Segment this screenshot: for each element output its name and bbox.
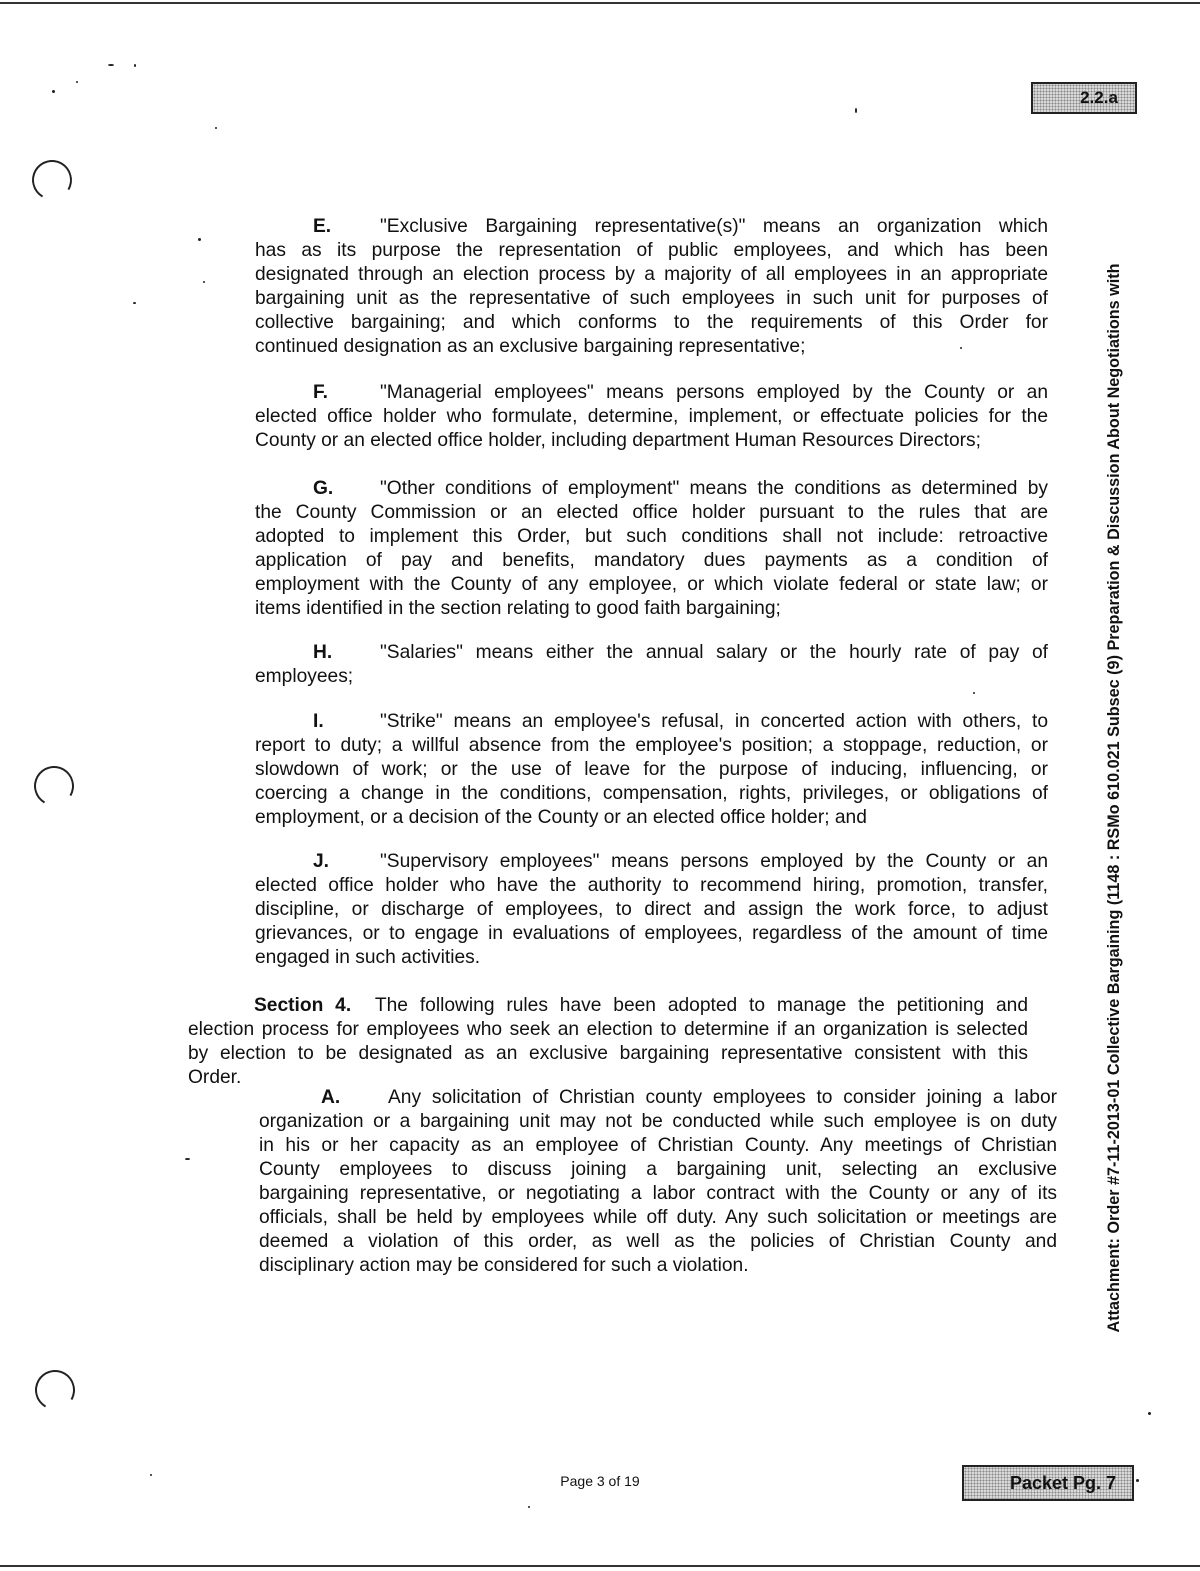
text-line: continued designation as an exclusive bargaining representative; — [255, 336, 806, 357]
scan-speck — [203, 281, 205, 283]
text-line: items identified in the section relating to good faith bargaining; — [255, 598, 781, 619]
text-line: I. "Strike" means an employee's refusal, in concerted action with others, to — [313, 711, 1048, 732]
text-line: bargaining unit as the representative of such employees in such unit for purposes of — [255, 288, 1048, 309]
definition-label: F. — [313, 382, 328, 403]
top-scan-edge — [0, 2, 1200, 4]
text-line: disciplinary action may be considered for such a violation. — [259, 1255, 749, 1276]
definition-label: E. — [313, 216, 332, 237]
scan-speck — [52, 90, 55, 93]
text-line: employees; — [255, 666, 354, 687]
text-line: H. "Salaries" means either the annual salary or the hourly rate of pay of — [313, 642, 1048, 663]
text-line: employment with the County of any employee, or which violate federal or state law; or — [255, 574, 1048, 595]
text-line: adopted to implement this Order, but such conditions shall not include: retroactive — [255, 526, 1048, 547]
text-line: bargaining representative, or negotiating a labor contract with the County or any of its — [259, 1183, 1057, 1204]
text-line: organization or a bargaining unit may not be conducted while such employee is on duty — [259, 1111, 1057, 1132]
text-line: engaged in such activities. — [255, 947, 481, 968]
scan-speck — [855, 108, 857, 113]
scan-speck — [1136, 1479, 1139, 1482]
text-line: County or an elected office holder, including department Human Resources Directors; — [255, 430, 981, 451]
page-number: Page 3 of 19 — [560, 1473, 640, 1489]
packet-page-stamp — [962, 1465, 1134, 1501]
scan-speck — [1148, 1412, 1151, 1415]
text-line: application of pay and benefits, mandatory dues payments as a condition of — [255, 550, 1048, 571]
text-line: A. Any solicitation of Christian county employees to consider joining a labor — [321, 1087, 1057, 1108]
text-line: F. "Managerial employees" means persons employed by the County or an — [313, 382, 1048, 403]
definition-j — [255, 850, 1048, 970]
scan-speck — [973, 692, 975, 694]
agenda-item-number: 2.2.a — [1080, 88, 1118, 107]
definition-label: G. — [313, 478, 334, 499]
scan-speck — [108, 64, 114, 66]
text-line: has as its purpose the representation of public employees, and which has been — [255, 240, 1048, 261]
definition-i — [255, 710, 1048, 830]
text-line: in his or her capacity as an employee of Christian County. Any meetings of Christian — [259, 1135, 1057, 1156]
binder-hole-icon — [31, 1366, 80, 1415]
subsection-label: A. — [321, 1087, 341, 1108]
text-line: grievances, or to engage in evaluations of employees, regardless of the amount of time — [255, 923, 1048, 944]
section-4-subsection-a — [259, 1086, 1057, 1278]
text-line: County employees to discuss joining a bargaining unit, selecting an exclusive — [259, 1159, 1057, 1180]
text-line: collective bargaining; and which conforms to the requirements of this Order for — [255, 312, 1048, 333]
bottom-scan-edge — [0, 1565, 1200, 1567]
section-4 — [188, 994, 1028, 1090]
definition-label: J. — [313, 851, 330, 872]
text-line: report to duty; a willful absence from the employee's position; a stoppage, reduction, or — [255, 735, 1048, 756]
text-line: Section 4. The following rules have been adopted to manage the petitioning and — [254, 995, 1028, 1016]
definition-h — [255, 641, 1048, 689]
binder-hole-icon — [28, 156, 77, 205]
section-heading: Section 4. — [254, 995, 352, 1016]
text-line: coercing a change in the conditions, compensation, rights, privileges, or obligations of — [255, 783, 1048, 804]
text-line: officials, shall be held by employees while off duty. Any such solicitation or meetings are — [259, 1207, 1057, 1228]
definition-label: I. — [313, 711, 324, 732]
text-line: slowdown of work; or the use of leave for the purpose of inducing, influencing, or — [255, 759, 1048, 780]
binder-hole-icon — [30, 762, 79, 811]
scan-speck — [133, 302, 136, 304]
definition-g — [255, 477, 1048, 621]
text-line: deemed a violation of this order, as well as the policies of Christian County and — [259, 1231, 1057, 1252]
scan-speck — [215, 127, 217, 129]
definition-e — [255, 215, 1048, 359]
scan-speck — [134, 64, 136, 67]
text-line: G. "Other conditions of employment" means the conditions as determined by — [313, 478, 1048, 499]
attachment-sidebar-text: Attachment: Order #7-11-2013-01 Collective Bargaining (1148 : RSMo 610.021 Subsec (9) Preparation & Discussion About Negotiations with — [1105, 263, 1123, 1333]
agenda-item-stamp — [1031, 82, 1137, 114]
scan-speck — [185, 1158, 190, 1160]
text-line: E. "Exclusive Bargaining representative(s)" means an organization which — [313, 216, 1048, 237]
scan-speck — [76, 81, 78, 83]
definition-label: H. — [313, 642, 333, 663]
text-line: elected office holder who formulate, determine, implement, or effectuate policies for the — [255, 406, 1048, 427]
definition-f — [255, 381, 1048, 453]
text-line: by election to be designated as an exclusive bargaining representative consistent with this — [188, 1043, 1028, 1064]
scan-speck — [198, 238, 201, 241]
text-line: designated through an election process by a majority of all employees in an appropriate — [255, 264, 1048, 285]
text-line: J. "Supervisory employees" means persons employed by the County or an — [313, 851, 1048, 872]
text-line: Order. — [188, 1067, 242, 1088]
packet-page-number: Packet Pg. 7 — [1009, 1473, 1117, 1493]
scan-speck — [528, 1506, 530, 1508]
text-line: employment, or a decision of the County or an elected office holder; and — [255, 807, 867, 828]
text-line: election process for employees who seek an election to determine if an organization is selected — [188, 1019, 1028, 1040]
text-line: the County Commission or an elected office holder pursuant to the rules that are — [255, 502, 1048, 523]
text-line: discipline, or discharge of employees, to direct and assign the work force, to adjust — [255, 899, 1048, 920]
text-line: elected office holder who have the authority to recommend hiring, promotion, transfer, — [255, 875, 1048, 896]
